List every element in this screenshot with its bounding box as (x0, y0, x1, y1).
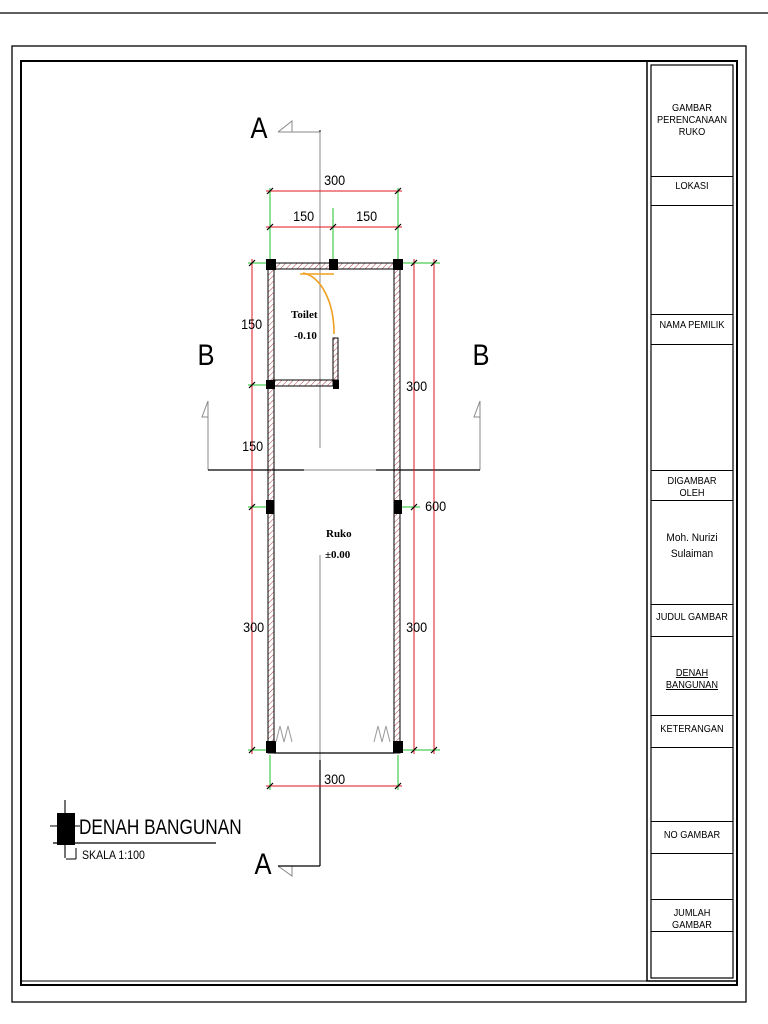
title-block-owner-label: NAMA PEMILIK (659, 320, 725, 331)
dimension-lines (252, 191, 434, 786)
room-label-toilet-level: -0.10 (294, 330, 317, 342)
inner-frame (21, 61, 737, 985)
title-block-drawing-label: GAMBAR PERENCANAAN RUKO (656, 103, 728, 138)
dim-label-right-upper: 300 (406, 378, 428, 394)
title-block-sheet-count-label: JUMLAH GAMBAR (672, 908, 712, 931)
dim-label-left-bottom: 300 (243, 619, 265, 635)
dim-label-left-mid: 150 (242, 438, 264, 454)
dim-label-top-overall: 300 (324, 172, 346, 188)
dim-label-left-toilet: 150 (241, 316, 263, 332)
title-block-remarks-label: KETERANGAN (660, 724, 724, 735)
walls (268, 263, 400, 753)
dim-label-bottom-overall: 300 (324, 771, 346, 787)
section-marker-b-left: B (197, 339, 215, 372)
section-marker-a-bottom: A (254, 848, 272, 881)
section-line-a (278, 121, 320, 876)
title-block-drawn-by-label: DIGAMBAR OLEH (667, 476, 717, 499)
title-block-title-value-text: DENAH BANGUNAN (665, 668, 719, 691)
room-label-ruko-name: Ruko (326, 528, 352, 540)
dim-label-right-overall: 600 (425, 498, 447, 514)
title-block-title-label: JUDUL GAMBAR (656, 612, 728, 623)
toilet-door-swing (300, 273, 334, 334)
section-marker-a-top: A (250, 112, 268, 145)
dim-label-top-left-half: 150 (293, 208, 315, 224)
extension-lines (248, 188, 440, 790)
dim-label-top-right-half: 150 (356, 208, 378, 224)
caption-scale: SKALA 1:100 (82, 848, 145, 862)
section-line-b (202, 401, 480, 470)
folding-door-marks (276, 726, 390, 742)
section-marker-b-right: B (472, 339, 490, 372)
title-block-frame (647, 61, 737, 981)
dim-label-right-lower: 300 (406, 619, 428, 635)
title-block-location-label: LOKASI (675, 181, 709, 192)
caption-title: DENAH BANGUNAN (79, 816, 242, 839)
room-label-toilet-name: Toilet (291, 309, 318, 321)
title-block-title-value (654, 668, 729, 692)
room-label-ruko-level: ±0.00 (325, 549, 351, 561)
title-block-sheet-no-label: NO GAMBAR (663, 830, 721, 841)
title-block-drawn-by-name: Moh. Nurizi Sulaiman (666, 532, 718, 560)
